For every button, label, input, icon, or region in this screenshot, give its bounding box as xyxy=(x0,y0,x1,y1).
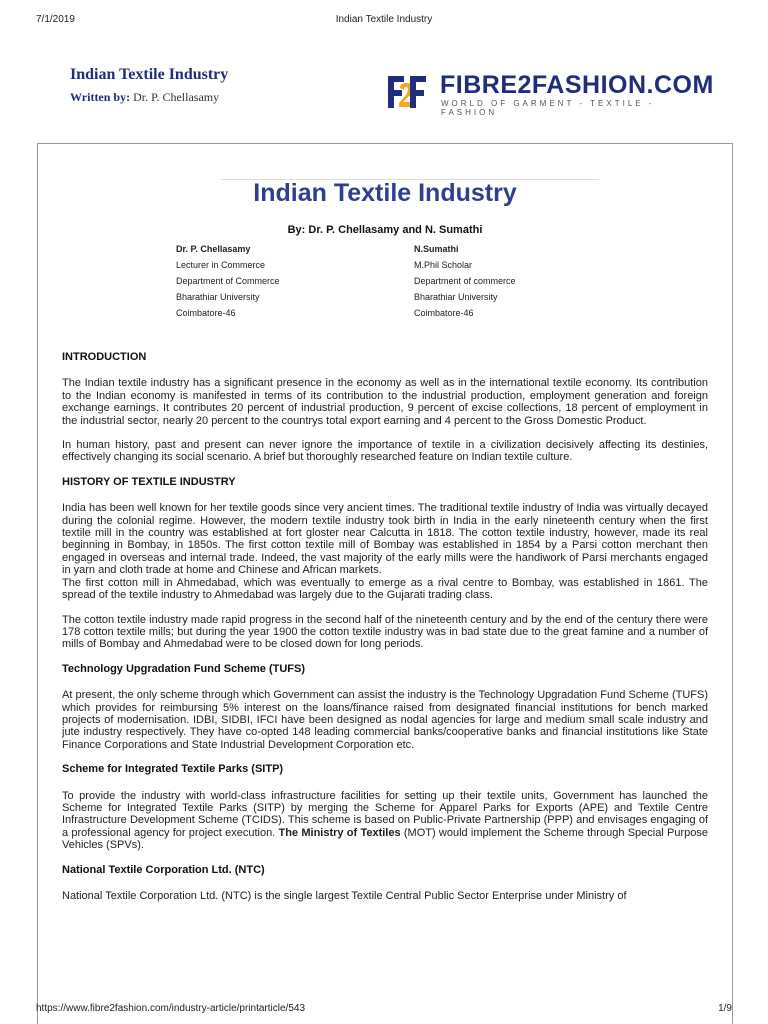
article-frame xyxy=(37,143,733,1024)
paragraph xyxy=(62,790,708,852)
f2f-logo-icon xyxy=(386,73,428,111)
author-affiliation-1 xyxy=(176,241,280,321)
section-heading-ntc: National Textile Corporation Ltd. (NTC) xyxy=(62,863,265,876)
paragraph: The cotton textile industry made rapid progress in the second half of the nineteenth century and by the end of the century there were 178 cotton textile mills; but during the year 1900 the cotton textile industry was in bad state due to the great famine and a number of mills of Bombay and Ahmedabad were to be closed down for long periods. xyxy=(62,613,708,651)
article-body xyxy=(62,351,708,914)
section-heading-tufs: Technology Upgradation Fund Scheme (TUFS) xyxy=(62,662,306,675)
paragraph: In human history, past and present can never ignore the importance of textile in a civilization decisively affecting its destinies, effectively changing its social scenario. A brief but thoroughly researched feature on Indian textile culture. xyxy=(62,439,708,464)
author-affiliation-2 xyxy=(414,241,516,321)
author-name: N.Sumathi xyxy=(414,244,459,254)
article-byline: By: Dr. P. Chellasamy and N. Sumathi xyxy=(287,224,483,236)
written-by-label: Written by: xyxy=(70,90,131,104)
paragraph: National Textile Corporation Ltd. (NTC) is the single largest Textile Central Public Sector Enterprise under Ministry of xyxy=(62,890,627,902)
site-title: Indian Textile Industry xyxy=(70,66,229,83)
section-heading-introduction: INTRODUCTION xyxy=(62,351,147,363)
author-univ: Bharathiar University xyxy=(414,292,498,302)
fibre2fashion-logo[interactable] xyxy=(386,71,714,117)
paragraph: The Indian textile industry has a significant presence in the economy as well as in the international textile economy. Its contribution to the Indian economy is manifested in terms of its contribution to the industrial production, employment generation and foreign exchange earnings. It contributes 20 percent of industrial production, 9 percent of excise collections, 18 percent of employment in the industrial sector, nearly 20 percent to the countrys total export earning and 4 percent to the Gross Domestic Product. xyxy=(62,377,708,427)
section-heading-sitp: Scheme for Integrated Textile Parks (SITP) xyxy=(62,763,284,776)
logo-name: FIBRE2FASHION.COM xyxy=(440,71,714,99)
paragraph: India has been well known for her textile goods since very ancient times. The traditional textile industry of India was virtually decayed during the colonial regime. However, the modern textile industry took birth in India in the early nineteenth century when the first textile mill in the country was established at fort gloster near Calcutta in 1818. The cotton textile industry, however, made its real beginning in Bombay, in 1850s. The first cotton textile mill of Bombay was established in 1854 by a Parsi cotton merchant then engaged in overseas and internal trade. Indeed, the vast majority of the early mills were the handiwork of Parsi merchants engaged in yarn and cloth trade at home and Chinese and African markets. xyxy=(62,502,708,577)
print-url[interactable]: https://www.fibre2fashion.com/industry-article/printarticle/543 xyxy=(36,1003,306,1014)
section-heading-history: HISTORY OF TEXTILE INDUSTRY xyxy=(62,475,236,488)
author-univ: Bharathiar University xyxy=(176,292,260,302)
paragraph-text: To provide the industry with world-class infrastructure facilities for setting up their textile units, Government has launched the Scheme for Integrated Textile Parks (SITP) by merging the Scheme for Apparel Parks for Exports (APE) and Textile Centre Infrastructure Development Scheme (TCIDS). This scheme is based on Public-Private Partnership (PPP) and envisages engaging of a professional agency for project execution. xyxy=(62,789,708,839)
author-city: Coimbatore-46 xyxy=(414,308,474,318)
print-title: Indian Textile Industry xyxy=(335,14,433,25)
logo-tagline: WORLD OF GARMENT - TEXTILE - FASHION xyxy=(441,99,655,117)
print-date: 7/1/2019 xyxy=(36,14,75,25)
written-by-author: Dr. P. Chellasamy xyxy=(133,90,220,104)
site-header xyxy=(70,60,714,120)
author-dept: Department of commerce xyxy=(414,276,516,286)
paragraph: At present, the only scheme through which Government can assist the industry is the Technology Upgradation Fund Scheme (TUFS) which provides for reimbursing 5% interest on the loans/finance raised from designated financial institutions for bench marked projects of modernisation. IDBI, SIDBI, IFCI have been designed as nodal agencies for large and medium small scale industry and jute industry respectively. They have co-opted 148 leading commercial banks/cooperative banks and financial institutions like State Finance Corporations and State Industrial Development Corporation etc. xyxy=(62,689,708,751)
author-name: Dr. P. Chellasamy xyxy=(176,244,251,254)
article-title: Indian Textile Industry xyxy=(253,179,517,207)
author-role: Lecturer in Commerce xyxy=(176,260,266,270)
author-city: Coimbatore-46 xyxy=(176,308,236,318)
ministry-of-textiles: The Ministry of Textiles xyxy=(278,826,401,839)
written-by xyxy=(70,90,219,105)
author-role: M.Phil Scholar xyxy=(414,260,473,270)
page-number: 1/9 xyxy=(718,1003,732,1014)
paragraph-text: (MOT) would implement the Scheme through Special Purpose Vehicles (SPVs). xyxy=(62,826,709,852)
paragraph: The first cotton mill in Ahmedabad, which was eventually to emerge as a rival centre to Bombay, was established in 1861. The spread of the textile industry to Ahmedabad was largely due to the Gujarati trading class. xyxy=(62,576,708,602)
author-dept: Department of Commerce xyxy=(176,276,280,286)
